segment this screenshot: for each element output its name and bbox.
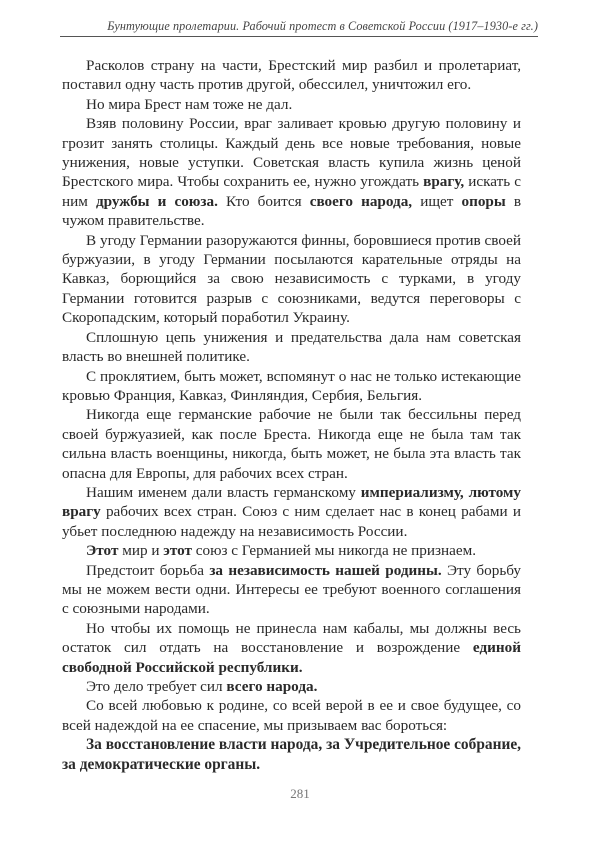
paragraph xyxy=(62,367,521,406)
paragraph xyxy=(62,114,521,230)
bold-text: Этот xyxy=(86,542,119,560)
text-run: Но мира Брест нам тоже не дал. xyxy=(86,95,293,113)
paragraph xyxy=(62,231,521,328)
running-header xyxy=(60,16,538,37)
paragraph xyxy=(62,541,521,560)
text-run: Со всей любовью к родине, со всей верой в ее и свое будущее, со всей надеждой на ее спасение, мы призываем вас бороться: xyxy=(62,697,521,734)
text-run: Расколов страну на части, Брестский мир разбил и пролетариат, поставил одну часть против другой, обессилел, уничтожил его. xyxy=(62,57,521,94)
paragraph xyxy=(62,405,521,483)
text-run: ищет xyxy=(412,192,462,210)
paragraph xyxy=(62,619,521,677)
bold-text: всего народа. xyxy=(226,678,318,695)
bold-text: империализму, лютому врагу xyxy=(62,483,521,521)
bold-text: единой свободной Российской республики. xyxy=(62,639,521,676)
paragraph xyxy=(62,95,521,114)
text-run: Сплошную цепь унижения и предательства дала нам советская власть во внешней политике. xyxy=(62,328,521,366)
paragraph xyxy=(62,696,521,735)
text-run: мир и xyxy=(118,542,164,560)
paragraph xyxy=(62,483,521,541)
text-run: искать с ним xyxy=(62,173,521,210)
bold-text: опоры xyxy=(461,192,506,210)
text-run: Кто боится xyxy=(217,192,310,210)
paragraph xyxy=(62,56,521,95)
text-run: Это дело требует сил xyxy=(86,678,227,695)
body-text xyxy=(62,56,521,774)
running-title: Бунтующие пролетарии. Рабочий протест в Советской России (1917–1930-е гг.) xyxy=(107,19,538,33)
paragraph xyxy=(62,677,521,696)
text-run: союз с Германией мы никогда не признаем. xyxy=(191,542,477,560)
text-run: Предстоит борьба xyxy=(86,561,210,579)
bold-text: дружбы и союза. xyxy=(95,192,218,210)
closing-slogan: За восстановление власти народа, за Учредительное собрание, за демократические органы. xyxy=(62,736,521,773)
text-run: в чужом правительстве. xyxy=(62,192,521,230)
page-number: 281 xyxy=(290,786,310,801)
paragraph xyxy=(62,328,521,367)
text-run: В угоду Германии разоружаются финны, боровшиеся против своей буржуазии, в угоду Германии посылаются карательные отряды на Кавказ, борющийся за свою независимость с турками, в угоду Германии готовится разрыв с союзниками, ведутся переговоры с Скоропадским, который поработил Украину. xyxy=(62,231,521,327)
bold-text: своего народа, xyxy=(309,192,413,210)
text-run: Взяв половину России, враг заливает кровью другую половину и грозит занять столицы. Каждый день все новые требования, новые унижения, новые уступки. Советская власть купила жизнь ценой Брестского мира. Чтобы сохранить ее, нужно угождать xyxy=(62,115,521,191)
text-run: С проклятием, быть может, вспомянут о нас не только истекающие кровью Франция, Кавказ, Финляндия, Сербия, Бельгия. xyxy=(62,367,521,404)
bold-text: за независимость нашей родины. xyxy=(209,561,442,579)
text-run: рабочих всех стран. Союз с ним сделает нас в конец рабами и убьет последнюю надежду на независимость России. xyxy=(62,503,521,540)
bold-text: этот xyxy=(163,542,192,560)
paragraph xyxy=(62,561,521,619)
text-run: Никогда еще германские рабочие не были так бессильны перед своей буржуазией, как после Бреста. Никогда еще не была там так сильна власть военщины, никогда, быть может, не была эта власть так опасна для Европы, для рабочих всех стран. xyxy=(62,406,521,482)
bold-text: врагу, xyxy=(423,173,465,191)
text-run: Эту борьбу мы не можем вести одни. Интересы ее требуют военного соглашения с союзными народами. xyxy=(62,561,521,618)
text-run: Нашим именем дали власть германскому xyxy=(86,483,361,501)
text-run: Но чтобы их помощь не принесла нам кабалы, мы должны весь остаток сил отдать на восстановление и возрождение xyxy=(62,619,521,657)
